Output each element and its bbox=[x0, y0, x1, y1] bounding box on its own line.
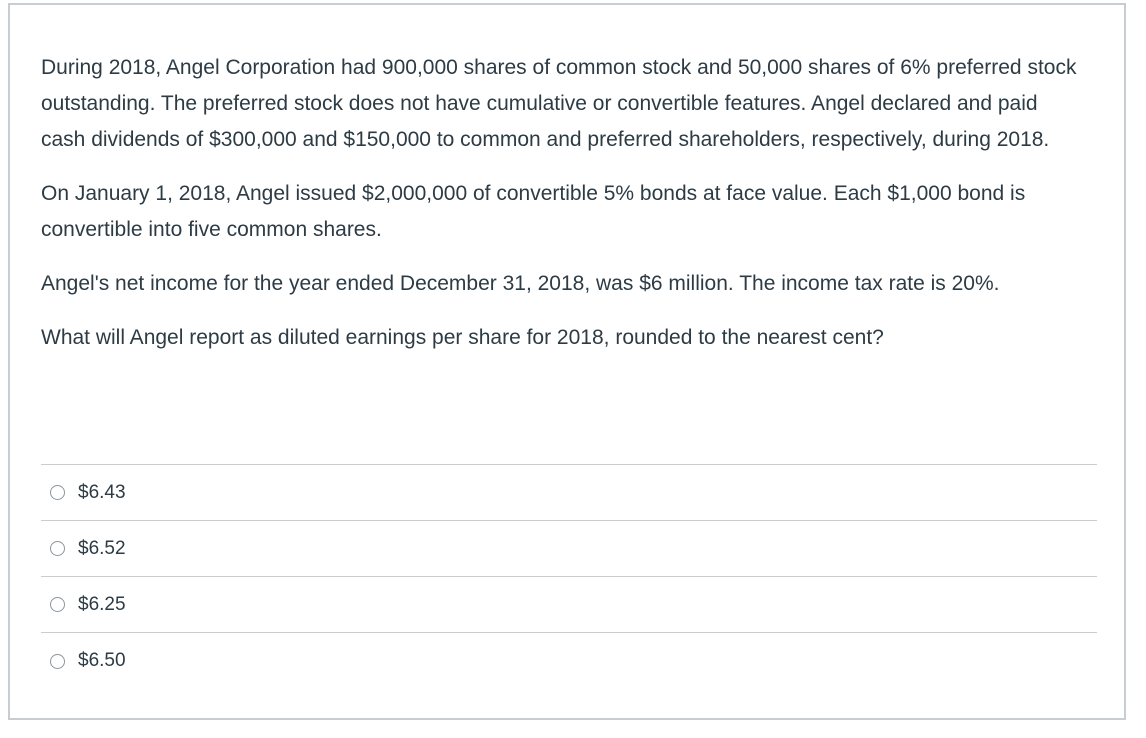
answer-list bbox=[41, 464, 1097, 689]
question-paragraph-3: Angel's net income for the year ended December 31, 2018, was $6 million. The income tax rate is 20%. bbox=[41, 272, 1000, 295]
question-card bbox=[8, 3, 1126, 720]
answer-option-1[interactable] bbox=[41, 465, 1097, 521]
question-prompt: What will Angel report as diluted earnings per share for 2018, rounded to the nearest cent? bbox=[41, 326, 884, 349]
radio-button[interactable] bbox=[50, 541, 65, 556]
question-paragraph-2: On January 1, 2018, Angel issued $2,000,000 of convertible 5% bonds at face value. Each $1,000 bond is convertible into five common shares. bbox=[41, 182, 1026, 241]
answer-label[interactable]: $6.25 bbox=[78, 593, 126, 615]
radio-button[interactable] bbox=[50, 654, 65, 669]
answer-label[interactable]: $6.50 bbox=[78, 650, 126, 671]
answer-option-4[interactable] bbox=[41, 633, 1097, 689]
question-paragraph-1: During 2018, Angel Corporation had 900,000 shares of common stock and 50,000 shares of 6% preferred stock outstanding. The preferred stock does not have cumulative or convertible features. Angel declared and paid cash dividends of $300,000 and $150,000 to common and preferred shareholders, respectively, during 2018. bbox=[41, 56, 1077, 151]
radio-button[interactable] bbox=[50, 485, 65, 500]
answer-label[interactable]: $6.52 bbox=[78, 537, 126, 559]
radio-button[interactable] bbox=[50, 597, 65, 612]
answer-option-3[interactable] bbox=[41, 577, 1097, 633]
question-text bbox=[41, 50, 1081, 374]
answer-label[interactable]: $6.43 bbox=[78, 481, 126, 503]
answer-option-2[interactable] bbox=[41, 521, 1097, 577]
